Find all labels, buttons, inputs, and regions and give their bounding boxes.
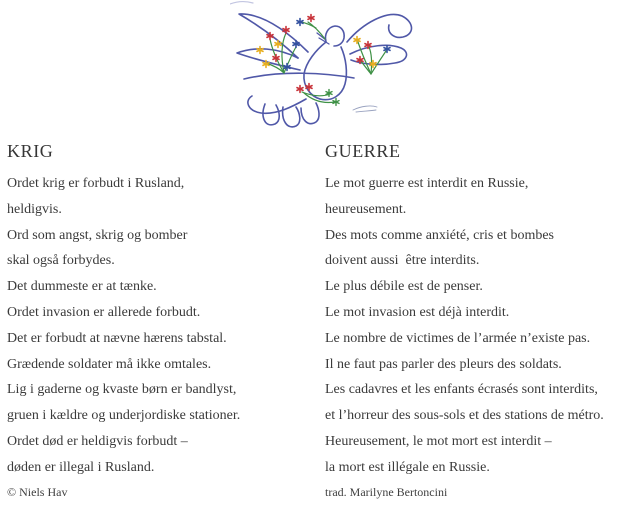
poem-line: gruen i kældre og underjordiske stationer. xyxy=(7,408,241,424)
poem-line: Le mot guerre est interdit en Russie, xyxy=(325,176,529,191)
author-credit: © Niels Hav xyxy=(7,484,68,499)
poem-line: Le plus débile est de penser. xyxy=(325,279,483,295)
poem-line: Ordet krig er forbudt i Rusland, xyxy=(7,176,185,191)
artist-signature xyxy=(353,106,377,112)
poem-line: Lig i gaderne og kvaste børn er bandlyst, xyxy=(7,382,237,398)
poem-column-danish xyxy=(7,141,309,500)
poem-line: Heureusement, le mot mort est interdit – xyxy=(325,433,552,449)
poem-column-french xyxy=(325,141,626,500)
poem-line: Det er forbudt at nævne hærens tabstal. xyxy=(7,330,227,346)
poem-title-danish: KRIG xyxy=(7,141,54,161)
poem-line: skal også forbydes. xyxy=(7,253,115,269)
translator-credit: trad. Marilyne Bertoncini xyxy=(325,484,448,499)
poem-line: Ord som angst, skrig og bomber xyxy=(7,227,188,243)
poem-line: doivent aussi être interdits. xyxy=(325,253,480,269)
poem-line: Il ne faut pas parler des pleurs des soldats. xyxy=(325,356,562,372)
poem-line: Des mots comme anxiété, cris et bombes xyxy=(325,227,554,243)
poem-line: Le nombre de victimes de l’armée n’existe pas. xyxy=(325,330,591,346)
poem-title-french: GUERRE xyxy=(325,141,401,161)
tail-feather-1 xyxy=(263,104,279,125)
dove-of-peace-drawing xyxy=(230,0,420,135)
poem-line: Grædende soldater må ikke omtales. xyxy=(7,356,212,372)
poem-line: Les cadavres et les enfants écrasés sont interdits, xyxy=(325,382,598,398)
red-flowers xyxy=(267,15,371,93)
wing-bar xyxy=(244,73,354,79)
poem-line: heldigvis. xyxy=(7,201,62,217)
poem-line: Ordet invasion er allerede forbudt. xyxy=(7,304,201,320)
poem-line: la mort est illégale en Russie. xyxy=(325,459,490,475)
beak xyxy=(317,33,329,44)
poem-line: et l’horreur des sous-sols et des stations de métro. xyxy=(325,408,604,424)
belly xyxy=(320,47,346,100)
dove-outline xyxy=(230,2,412,127)
poem-line: Le mot invasion est déjà interdit. xyxy=(325,304,510,320)
poem-line: Det dummeste er at tænke. xyxy=(7,279,157,295)
poem-line: Ordet død er heldigvis forbudt – xyxy=(7,433,188,449)
tail-feather-3 xyxy=(301,103,319,124)
poem-line: døden er illegal i Rusland. xyxy=(7,459,155,475)
poem-line: heureusement. xyxy=(325,201,407,217)
top-smudge xyxy=(230,2,253,4)
